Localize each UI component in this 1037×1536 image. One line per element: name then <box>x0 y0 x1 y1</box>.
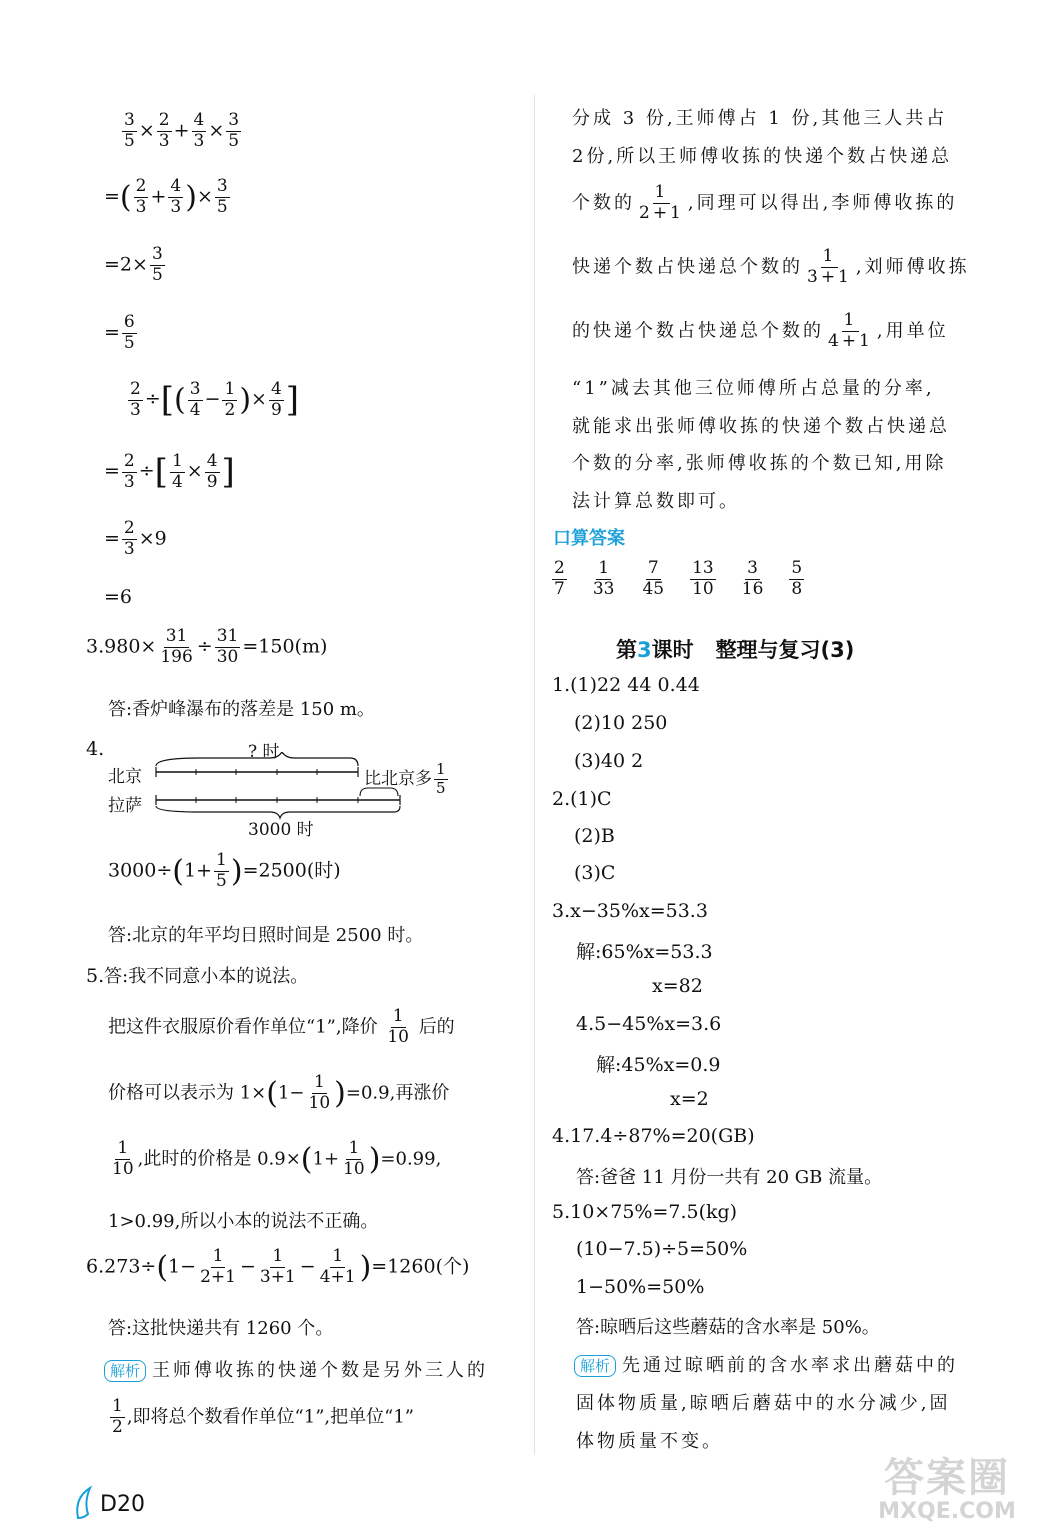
q6-answer: 答:这批快递共有 1260 个。 <box>108 1318 334 1339</box>
watermark: 答案圈 MXQE.COM <box>878 1455 1016 1524</box>
ans-5-analysis-3: 体物质量不变。 <box>576 1431 723 1452</box>
ans-3-2: 解:65%x=53.3 <box>576 941 713 963</box>
diagram-bottom-label: 3000 时 <box>248 820 314 840</box>
q4-number: 4. <box>86 738 105 760</box>
q6-analysis-line1: 解析 王师傅收拣的快递个数是另外三人的 <box>104 1356 488 1382</box>
calc2-line1: $\frac{2}{3}$ ÷[( $\frac{3}{4}$ − $\frac{1}{2}$ )× $\frac{4}{9}$ ] <box>130 378 300 420</box>
analysis-cont-1: 分成 3 份,王师傅占 1 份,其他三人共占 <box>572 108 948 129</box>
ans-2-3: (3)C <box>574 862 616 884</box>
ans-2-2: (2)B <box>574 825 615 847</box>
ans-3-5: 解:45%x=0.9 <box>596 1054 721 1076</box>
ans-3-3: x=82 <box>652 975 703 997</box>
page-number: D20 <box>70 1484 145 1524</box>
q6-analysis-line2: $\frac{1}{2}$ ,即将总个数看作单位“1”,把单位“1” <box>112 1396 414 1437</box>
ans-5-3: 1−50%=50% <box>576 1276 705 1298</box>
q3-answer: 答:香炉峰瀑布的落差是 150 m。 <box>108 699 375 720</box>
ans-1-2: (2)10 250 <box>574 712 668 734</box>
diagram-segments <box>150 752 410 822</box>
analysis-cont-9: 法计算总数即可。 <box>572 491 740 512</box>
analysis-cont-8: 个数的分率,张师傅收拣的个数已知,用除 <box>572 453 947 474</box>
analysis-tag: 解析 <box>104 1360 146 1382</box>
kousuan-item: $\frac{1}{33}$ <box>592 558 615 599</box>
analysis-cont-4: 快递个数占快递总个数的 $\frac{1}{3+1}$ ,刘师傅收拣 <box>572 246 970 287</box>
ans-3-1: 3.x−35%x=53.3 <box>552 900 708 922</box>
analysis-cont-6: “1”减去其他三位师傅所占总量的分率, <box>572 378 935 399</box>
ans-4-1: 4.17.4÷87%=20(GB) <box>552 1125 755 1147</box>
q4-answer: 答:北京的年平均日照时间是 2500 时。 <box>108 925 424 946</box>
ans-5-2: (10−7.5)÷5=50% <box>576 1238 748 1260</box>
ans-5-4: 答:晾晒后这些蘑菇的含水率是 50%。 <box>576 1317 880 1338</box>
diagram-label-beijing: 北京 <box>108 767 142 787</box>
ans-5-analysis-1: 解析 先通过晾晒前的含水率求出蘑菇中的 <box>574 1351 958 1377</box>
q5-line2: 把这件衣服原价看作单位“1”,降价 $\frac{1}{10}$ 后的 <box>108 1006 455 1047</box>
kousuan-title: 口算答案 <box>553 528 625 549</box>
q6-expression: 6.273÷(1− $\frac{1}{2+1}$ − $\frac{1}{3+1}$ − $\frac{1}{4+1}$ )=1260(个) <box>86 1246 470 1287</box>
ans-1-1: 1.(1)22 44 0.44 <box>552 674 700 696</box>
kousuan-answers <box>550 560 806 599</box>
kousuan-item: $\frac{7}{45}$ <box>642 558 665 599</box>
ans-5-analysis-2: 固体物质量,晾晒后蘑菇中的水分减少,固 <box>576 1393 951 1414</box>
analysis-cont-3: 个数的 $\frac{1}{2+1}$ ,同理可以得出,李师傅收拣的 <box>572 182 958 223</box>
analysis-tag: 解析 <box>574 1355 616 1377</box>
analysis-cont-7: 就能求出张师傅收拣的快递个数占快递总 <box>572 416 950 437</box>
calc2-line3: = $\frac{2}{3}$ ×9 <box>104 518 167 559</box>
calc1-line2: =( $\frac{2}{3}$ + $\frac{4}{3}$ )× $\frac{3}{5}$ <box>104 176 228 217</box>
kousuan-item: $\frac{5}{8}$ <box>791 558 803 599</box>
q5-line4: $\frac{1}{10}$ ,此时的价格是 0.9×(1+ $\frac{1}{10}$ )=0.99, <box>112 1138 442 1179</box>
diagram-more-label: 比北京多 $\frac{1}{5}$ <box>364 760 446 797</box>
ans-2-1: 2.(1)C <box>552 788 612 810</box>
ans-3-4: 4.5−45%x=3.6 <box>576 1013 722 1035</box>
analysis-cont-5: 的快递个数占快递总个数的 $\frac{1}{4+1}$ ,用单位 <box>572 310 949 351</box>
analysis-cont-2: 2份,所以王师傅收拣的快递个数占快递总 <box>572 146 953 167</box>
kousuan-item: $\frac{2}{7}$ <box>554 558 565 599</box>
q3-expression: 3.980× $\frac{31}{196}$ ÷ $\frac{31}{30}$ =150(m) <box>86 626 328 667</box>
calc1-line1: $\frac{3}{5}$ × $\frac{2}{3}$ + $\frac{4}{3}$ × $\frac{3}{5}$ <box>124 110 240 151</box>
calc2-line4: =6 <box>104 586 133 608</box>
calc2-line2: = $\frac{2}{3}$ ÷[ $\frac{1}{4}$ × $\frac{4}{9}$ ] <box>104 450 235 492</box>
diagram-top-label: ? 时 <box>248 742 280 762</box>
ans-5-1: 5.10×75%=7.5(kg) <box>552 1201 738 1223</box>
ans-1-3: (3)40 2 <box>574 750 644 772</box>
kousuan-item: $\frac{13}{10}$ <box>692 558 714 599</box>
kousuan-item: $\frac{3}{16}$ <box>741 558 764 599</box>
diagram-label-lasa: 拉萨 <box>108 796 142 816</box>
q5-line5: 1>0.99,所以小本的说法不正确。 <box>108 1211 379 1232</box>
q5-line3: 价格可以表示为 1×(1− $\frac{1}{10}$ )=0.9,再涨价 <box>108 1072 450 1113</box>
q5-line1: 5.答:我不同意小本的说法。 <box>86 965 309 987</box>
lesson-title: 第3课时 整理与复习(3) <box>616 638 855 662</box>
calc1-line4: = $\frac{6}{5}$ <box>104 312 135 353</box>
column-divider <box>534 95 535 1455</box>
q4-expression: 3000÷(1+ $\frac{1}{5}$ )=2500(时) <box>108 850 341 891</box>
ans-3-6: x=2 <box>670 1088 709 1110</box>
calc1-line3: =2× $\frac{3}{5}$ <box>104 244 163 285</box>
ans-4-2: 答:爸爸 11 月份一共有 20 GB 流量。 <box>576 1167 883 1188</box>
